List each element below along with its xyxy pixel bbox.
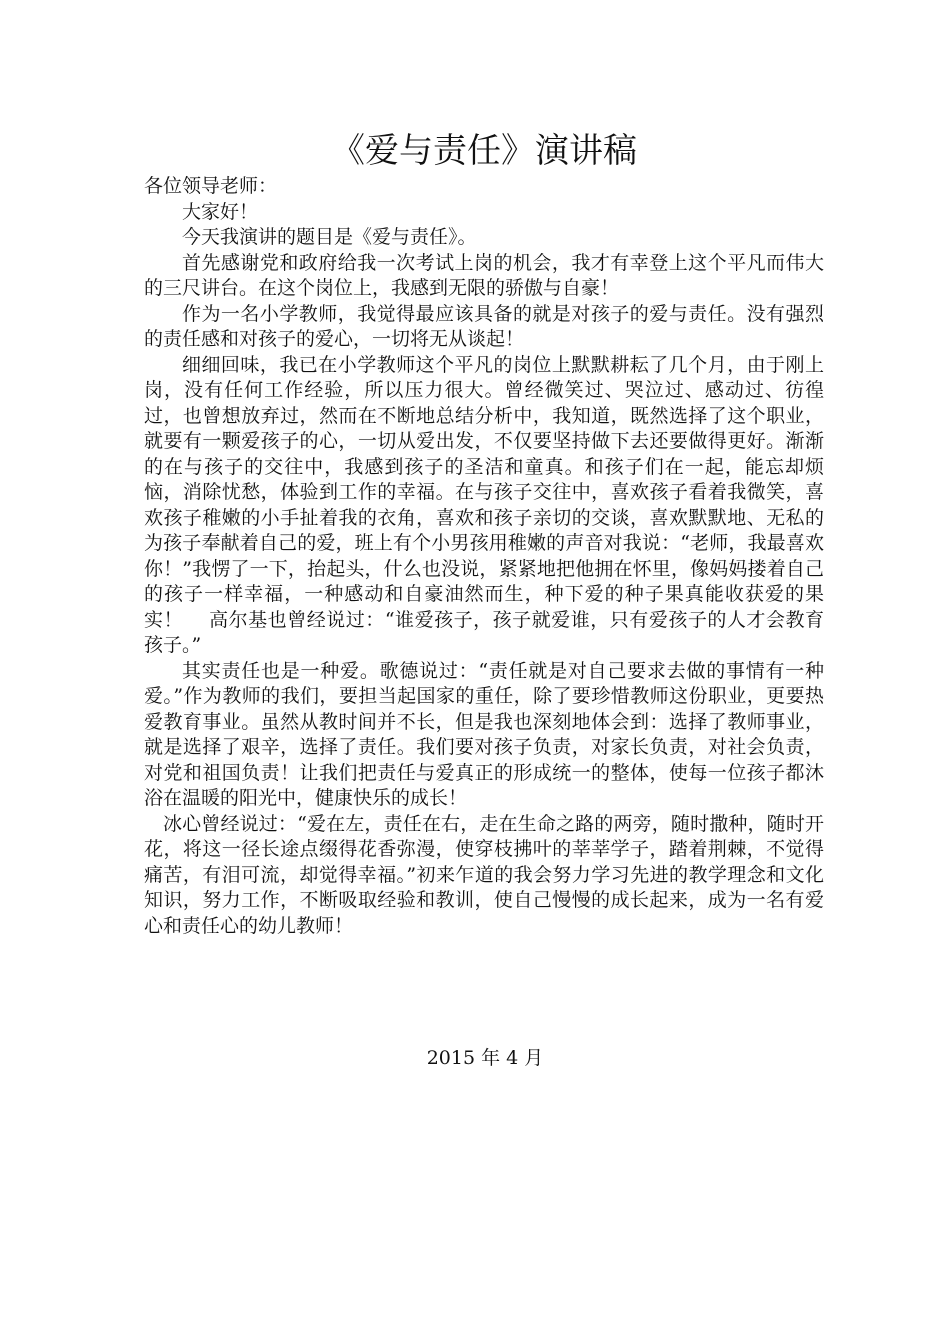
document-title: 《爱与责任》演讲稿: [331, 131, 637, 171]
salutation: 各位领导老师：: [144, 175, 278, 197]
document-date: 2015 年 4 月: [426, 1047, 544, 1069]
paragraph-closing: 冰心曾经说过：“爱在左，责任在右，走在生命之路的两旁，随时撒种，随时开花，将这一径长途点缀得花香弥漫，使穿枝拂叶的莘莘学子，踏着荆棘，不觉得痛苦，有泪可流，却觉得幸福。”初来乍道的我会努力学习先进的教学理念和文化知识，努力工作，不断吸取经验和教训，使自己慢慢的成长起来，成为一名有爱心和责任心的幼儿教师！: [144, 812, 824, 937]
paragraph-love-responsibility: 作为一名小学教师，我觉得最应该具备的就是对孩子的爱与责任。没有强烈的责任感和对孩子的爱心，一切将无从谈起！: [144, 302, 824, 350]
paragraph-thanks: 首先感谢党和政府给我一次考试上岗的机会，我才有幸登上这个平凡而伟大的三尺讲台。在这个岗位上，我感到无限的骄傲与自豪！: [144, 251, 824, 299]
paragraph-topic: 今天我演讲的题目是《爱与责任》。: [182, 226, 477, 248]
paragraph-responsibility: 其实责任也是一种爱。歌德说过：“责任就是对自己要求去做的事情有一种爱。”作为教师的我们，要担当起国家的重任，除了要珍惜教师这份职业，更要热爱教育事业。虽然从教时间并不长，但是我也深刻地体会到：选择了教师事业，就是选择了艰辛，选择了责任。我们要对孩子负责，对家长负责，对社会负责，对党和祖国负责！让我们把责任与爱真正的形成统一的整体，使每一位孩子都沐浴在温暖的阳光中，健康快乐的成长！: [144, 659, 824, 809]
paragraph-greeting: 大家好！: [182, 200, 259, 223]
document-body: [144, 128, 824, 939]
paragraph-reflection: 细细回味，我已在小学教师这个平凡的岗位上默默耕耘了几个月，由于刚上岗，没有任何工作经验，所以压力很大。曾经微笑过、哭泣过、感动过、彷徨过，也曾想放弃过，然而在不断地总结分析中，我知道，既然选择了这个职业，就要有一颗爱孩子的心，一切从爱出发，不仅要坚持做下去还要做得更好。渐渐的在与孩子的交往中，我感到孩子的圣洁和童真。和孩子们在一起，能忘却烦恼，消除忧愁，体验到工作的幸福。在与孩子交往中，喜欢孩子看着我微笑，喜欢孩子稚嫩的小手扯着我的衣角，喜欢和孩子亲切的交谈，喜欢默默地、无私的为孩子奉献着自己的爱，班上有个小男孩用稚嫩的声音对我说：“老师，我最喜欢你！”我愣了一下，抬起头，什么也没说，紧紧地把他拥在怀里，像妈妈搂着自己的孩子一样幸福，一种感动和自豪油然而生，种下爱的种子果真能收获爱的果实！ 高尔基也曾经说过：“谁爱孩子，孩子就爱谁，只有爱孩子的人才会教育孩子。”: [144, 353, 824, 656]
